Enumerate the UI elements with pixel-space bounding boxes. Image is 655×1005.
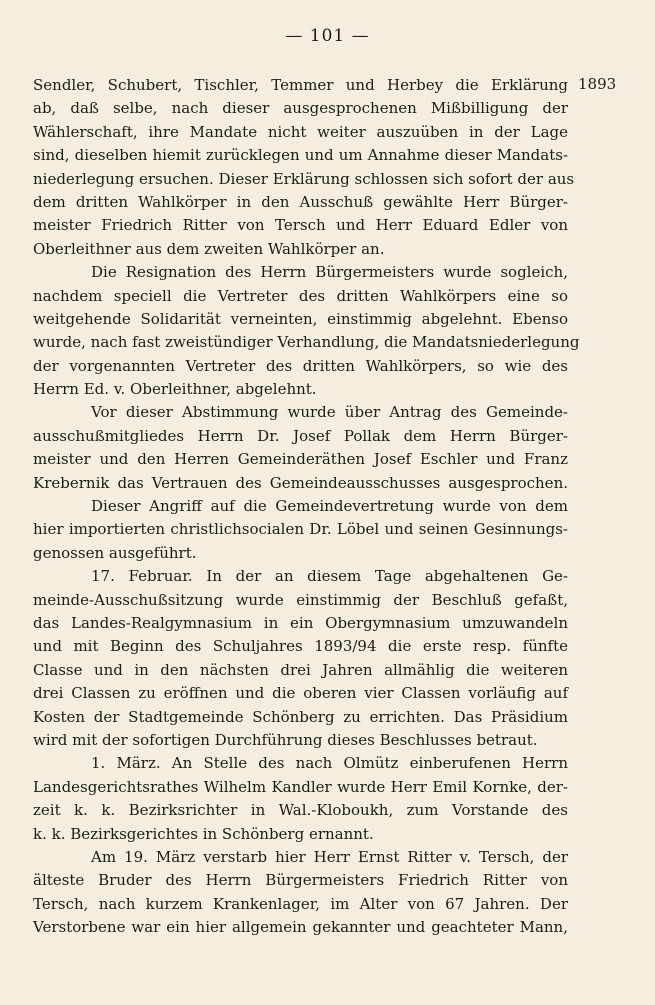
text-line: Landesgerichtsrathes Wilhelm Kandler wurde Herr Emil Kornke, der- — [33, 777, 568, 796]
text-line: hier importierten christlichsocialen Dr. Löbel und seinen Gesinnungs- — [33, 520, 568, 539]
text-line: nachdem speciell die Vertreter des dritten Wahlkörpers eine so — [33, 286, 568, 305]
text-line: Krebernik das Vertrauen des Gemeindeausschusses ausgesprochen. — [33, 473, 568, 492]
page-number: — 101 — — [285, 26, 370, 46]
text-line: 1. März. An Stelle des nach Olmütz einberufenen Herrn — [91, 754, 568, 773]
text-line: Tersch, nach kurzem Krankenlager, im Alter von 67 Jahren. Der — [33, 894, 568, 913]
text-line: k. k. Bezirksgerichtes in Schönberg ernannt. — [33, 824, 374, 843]
text-line: Verstorbene war ein hier allgemein gekannter und geachteter Mann, — [33, 918, 568, 937]
text-line: und mit Beginn des Schuljahres 1893/94 die erste resp. fünfte — [33, 637, 568, 656]
margin-year-note: 1893 — [578, 75, 617, 93]
text-line: Oberleithner aus dem zweiten Wahlkörper an. — [33, 239, 385, 258]
text-line: wurde, nach fast zweistündiger Verhandlung, die Mandatsniederlegung — [33, 333, 580, 352]
text-line: älteste Bruder des Herrn Bürgermeisters Friedrich Ritter von — [33, 871, 568, 890]
text-line: ab, daß selbe, nach dieser ausgesprochenen Mißbilligung der — [33, 99, 568, 118]
text-line: Die Resignation des Herrn Bürgermeisters wurde sogleich, — [91, 263, 568, 282]
text-line: der vorgenannten Vertreter des dritten Wahlkörpers, so wie des — [33, 356, 568, 375]
text-line: sind, dieselben hiemit zurücklegen und um Annahme dieser Mandats- — [33, 146, 568, 165]
text-line: niederlegung ersuchen. Dieser Erklärung schlossen sich sofort der aus — [33, 169, 575, 188]
text-line: 17. Februar. In der an diesem Tage abgehaltenen Ge- — [91, 567, 568, 586]
text-line: Sendler, Schubert, Tischler, Temmer und Herbey die Erklärung — [33, 76, 568, 94]
text-line: Wählerschaft, ihre Mandate nicht weiter auszuüben in der Lage — [33, 122, 568, 141]
text-line: genossen ausgeführt. — [33, 543, 197, 562]
text-line: dem dritten Wahlkörper in den Ausschuß gewählte Herr Bürger- — [33, 192, 568, 211]
text-line: weitgehende Solidarität verneinten, einstimmig abgelehnt. Ebenso — [33, 309, 568, 328]
body-text — [33, 74, 580, 939]
text-line: wird mit der sofortigen Durchführung dieses Beschlusses betraut. — [33, 730, 538, 749]
text-line: drei Classen zu eröffnen und die oberen vier Classen vorläufig auf — [33, 684, 568, 703]
text-line: Dieser Angriff auf die Gemeindevertretung wurde von dem — [91, 497, 568, 516]
text-line: zeit k. k. Bezirksrichter in Wal.-Kloboukh, zum Vorstande des — [33, 801, 568, 820]
text-line: meinde-Ausschußsitzung wurde einstimmig der Beschluß gefaßt, — [33, 590, 568, 609]
text-line: meister Friedrich Ritter von Tersch und Herr Eduard Edler von — [33, 216, 568, 235]
text-line: Classe und in den nächsten drei Jahren allmählig die weiteren — [33, 660, 568, 679]
text-line: Vor dieser Abstimmung wurde über Antrag des Gemeinde- — [91, 403, 568, 422]
text-line: ausschußmitgliedes Herrn Dr. Josef Pollak dem Herrn Bürger- — [33, 426, 568, 445]
text-line: Herrn Ed. v. Oberleithner, abgelehnt. — [33, 380, 317, 399]
text-line: das Landes-Realgymnasium in ein Obergymnasium umzuwandeln — [33, 613, 568, 632]
text-line: Am 19. März verstarb hier Herr Ernst Ritter v. Tersch, der — [91, 847, 568, 866]
text-line: meister und den Herren Gemeinderäthen Josef Eschler und Franz — [33, 450, 568, 469]
text-line: Kosten der Stadtgemeinde Schönberg zu errichten. Das Präsidium — [33, 707, 568, 726]
